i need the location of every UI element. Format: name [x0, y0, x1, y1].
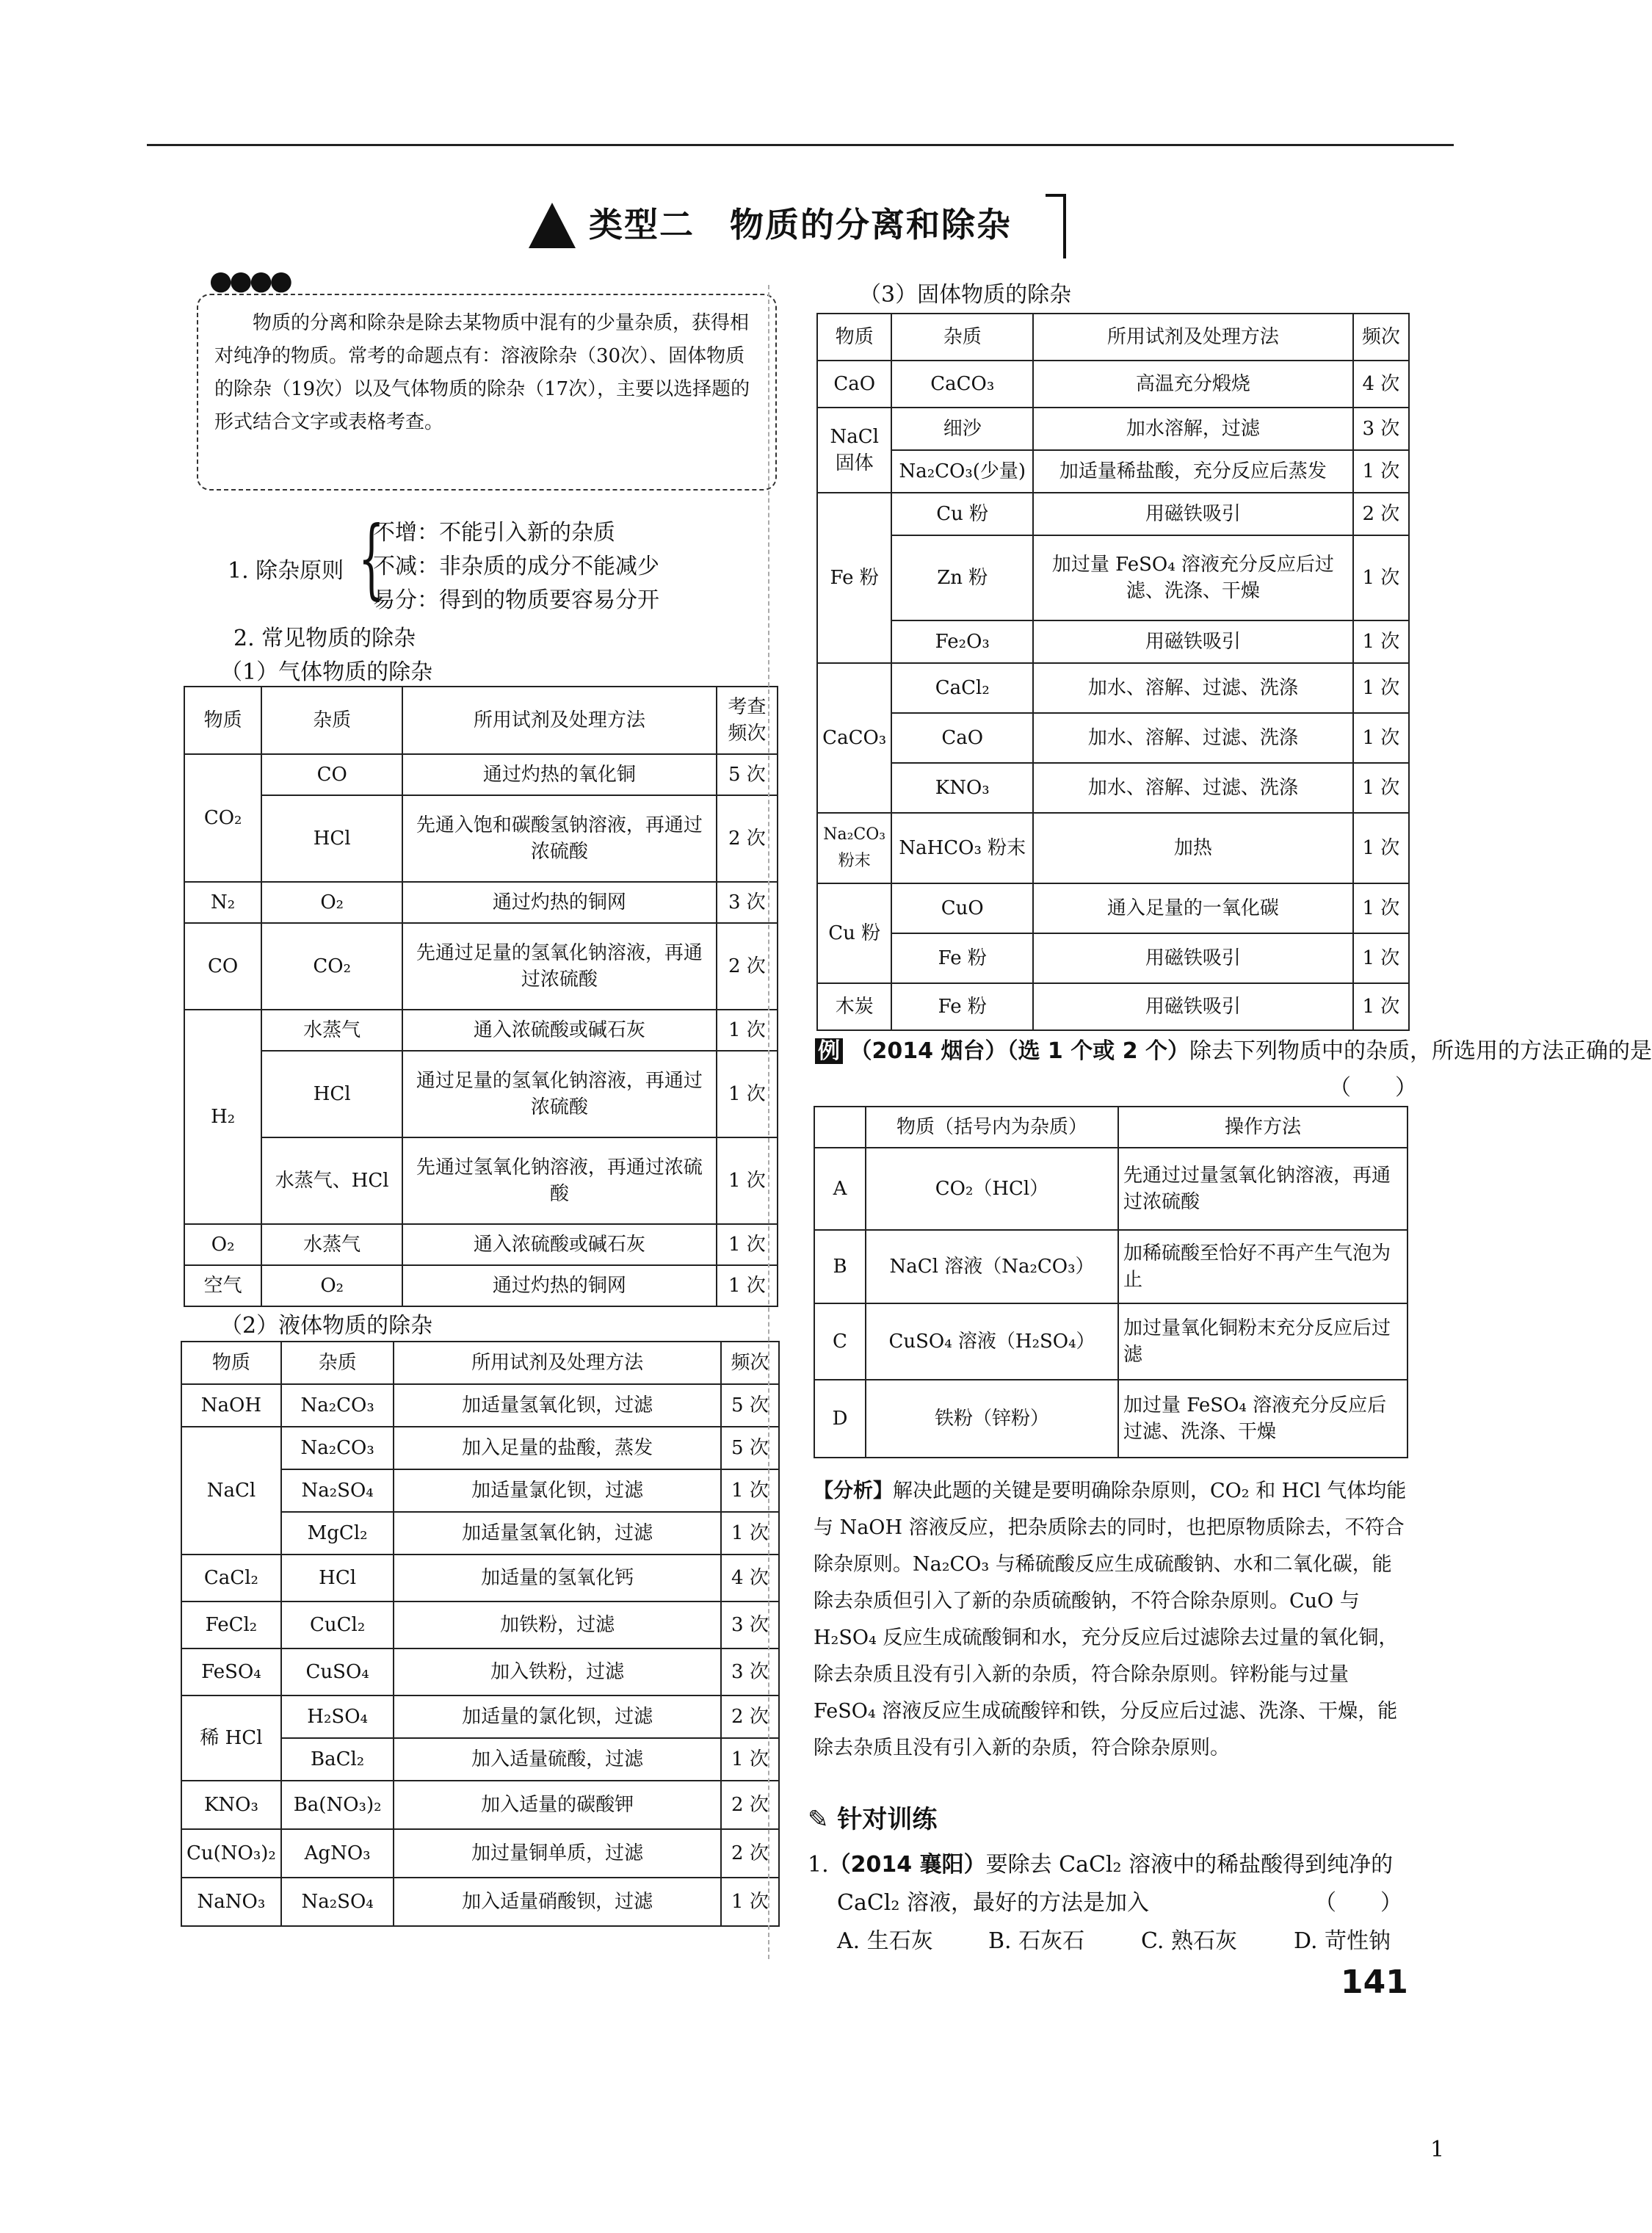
- dots-decoration: ●●●●: [209, 266, 290, 296]
- solid-cell: 木炭: [817, 983, 891, 1030]
- example-cell: B: [814, 1230, 866, 1303]
- section-title-text: 类型二 物质的分离和除杂: [589, 205, 1012, 245]
- solid-header: 所用试剂及处理方法: [1033, 314, 1353, 361]
- gas-cell: 5 次: [717, 754, 778, 795]
- liquid-cell: Ba(NO₃)₂: [281, 1781, 394, 1829]
- principle-item-2: 不减：非杂质的成分不能减少: [373, 554, 659, 579]
- liquid-cell: 加适量氢氧化钠，过滤: [394, 1512, 720, 1555]
- liquid-header: 物质: [181, 1342, 281, 1384]
- liquid-cell: AgNO₃: [281, 1829, 394, 1878]
- q1-stem-1: 要除去 CaCl₂ 溶液中的稀盐酸得到纯净的: [985, 1852, 1394, 1878]
- solid-cell: 1 次: [1353, 535, 1409, 620]
- solid-cell: 1 次: [1353, 883, 1409, 933]
- liquid-cell: 2 次: [721, 1695, 779, 1738]
- liquid-cell: FeSO₄: [181, 1648, 281, 1695]
- solid-cell: 加水、溶解、过滤、洗涤: [1033, 763, 1353, 813]
- gas-cell: O₂: [261, 882, 402, 923]
- liquid-cell: CaCl₂: [181, 1555, 281, 1602]
- section-title: [529, 192, 1079, 263]
- gas-cell: 通过灼热的氧化铜: [402, 754, 717, 795]
- liquid-cell: 1 次: [721, 1512, 779, 1555]
- example-line-1: [815, 1032, 1652, 1065]
- solid-cell: 1 次: [1353, 620, 1409, 663]
- gas-cell: 先通过足量的氢氧化钠溶液，再通过浓硫酸: [402, 923, 717, 1010]
- gas-cell: CO₂: [261, 923, 402, 1010]
- gas-cell: HCl: [261, 795, 402, 882]
- liquid-cell: NaOH: [181, 1384, 281, 1427]
- solid-cell: Na₂CO₃(少量): [891, 450, 1033, 493]
- solid-cell: 1 次: [1353, 713, 1409, 763]
- gas-cell: O₂: [261, 1265, 402, 1306]
- gas-cell: CO: [261, 754, 402, 795]
- liquid-cell: 加铁粉，过滤: [394, 1602, 720, 1648]
- liquid-cell: 加适量的氢氧化钙: [394, 1555, 720, 1602]
- solid-cell: Na₂CO₃粉末: [817, 813, 891, 883]
- solid-cell: KNO₃: [891, 763, 1033, 813]
- solid-cell: Cu 粉: [891, 493, 1033, 535]
- principle-label: 1. 除杂原则: [228, 558, 344, 584]
- pen-icon: ✎: [808, 1805, 829, 1834]
- q1-paren: （ ）: [1314, 1890, 1402, 1916]
- liquid-cell: 5 次: [721, 1384, 779, 1427]
- liquid-cell: 5 次: [721, 1427, 779, 1469]
- brace-icon: {: [358, 509, 385, 609]
- solid-cell: 用磁铁吸引: [1033, 933, 1353, 983]
- solid-cell: CaO: [817, 361, 891, 408]
- liquid-cell: Na₂SO₄: [281, 1469, 394, 1512]
- liquid-cell: NaCl: [181, 1427, 281, 1555]
- liquid-table: [181, 1341, 780, 1927]
- gas-cell: 1 次: [717, 1137, 778, 1224]
- solid-cell: CaCO₃: [891, 361, 1033, 408]
- gas-header: 所用试剂及处理方法: [402, 687, 717, 754]
- solid-cell: NaCl固体: [817, 408, 891, 493]
- solid-header: 杂质: [891, 314, 1033, 361]
- gas-cell: 2 次: [717, 923, 778, 1010]
- q1-option-a: A. 生石灰: [837, 1928, 933, 1954]
- solid-heading: （3）固体物质的除杂: [859, 282, 1072, 308]
- example-cell: 铁粉（锌粉）: [866, 1380, 1118, 1458]
- q1-option-d: D. 苛性钠: [1294, 1928, 1391, 1954]
- liquid-cell: Na₂SO₄: [281, 1878, 394, 1926]
- book-page-number: 141: [1341, 1964, 1408, 2001]
- example-tag: 例: [815, 1038, 843, 1064]
- liquid-cell: 2 次: [721, 1829, 779, 1878]
- solid-cell: 加过量 FeSO₄ 溶液充分反应后过滤、洗涤、干燥: [1033, 535, 1353, 620]
- section-2-heading: 2. 常见物质的除杂: [233, 626, 416, 651]
- analysis-paragraph: [814, 1473, 1408, 1767]
- liquid-heading: （2）液体物质的除杂: [220, 1313, 433, 1339]
- solid-cell: 加水溶解，过滤: [1033, 408, 1353, 450]
- gas-cell: 1 次: [717, 1265, 778, 1306]
- gas-cell: 1 次: [717, 1051, 778, 1137]
- solid-cell: 加热: [1033, 813, 1353, 883]
- gas-cell: CO₂: [184, 754, 261, 882]
- gas-cell: 空气: [184, 1265, 261, 1306]
- gas-header: 物质: [184, 687, 261, 754]
- liquid-cell: MgCl₂: [281, 1512, 394, 1555]
- gas-cell: 通过灼热的铜网: [402, 1265, 717, 1306]
- example-cell: D: [814, 1380, 866, 1458]
- solid-cell: CuO: [891, 883, 1033, 933]
- example-header: [814, 1107, 866, 1148]
- gas-cell: 水蒸气、HCl: [261, 1137, 402, 1224]
- example-cell: C: [814, 1303, 866, 1380]
- example-cell: CO₂（HCl）: [866, 1148, 1118, 1230]
- liquid-cell: 加入足量的盐酸，蒸发: [394, 1427, 720, 1469]
- principle-item-3: 易分：得到的物质要容易分开: [373, 587, 659, 613]
- example-source: （2014 烟台）（选 1 个或 2 个）: [849, 1038, 1190, 1064]
- example-cell: CuSO₄ 溶液（H₂SO₄）: [866, 1303, 1118, 1380]
- example-table: [814, 1106, 1408, 1458]
- gas-cell: CO: [184, 923, 261, 1010]
- q1-stem-2: CaCl₂ 溶液，最好的方法是加入: [837, 1890, 1149, 1916]
- q1-option-c: C. 熟石灰: [1141, 1928, 1237, 1954]
- liquid-cell: 加入适量的碳酸钾: [394, 1781, 720, 1829]
- liquid-cell: CuSO₄: [281, 1648, 394, 1695]
- gas-cell: 通过足量的氢氧化钠溶液，再通过浓硫酸: [402, 1051, 717, 1137]
- principle-item-1: 不增：不能引入新的杂质: [373, 520, 615, 546]
- solid-cell: 加水、溶解、过滤、洗涤: [1033, 663, 1353, 713]
- q1-source: （2014 襄阳）: [828, 1852, 986, 1878]
- liquid-cell: 稀 HCl: [181, 1695, 281, 1781]
- intro-box: 物质的分离和除杂是除去某物质中混有的少量杂质，获得相对纯净的物质。常考的命题点有：溶液除杂（30次）、固体物质的除杂（19次）以及气体物质的除杂（17次），主要以选择题的形式结合文字或表格考查。: [197, 294, 777, 491]
- solid-cell: Zn 粉: [891, 535, 1033, 620]
- liquid-cell: 加入铁粉，过滤: [394, 1648, 720, 1695]
- example-cell: 先通过过量氢氧化钠溶液，再通过浓硫酸: [1118, 1148, 1408, 1230]
- solid-cell: Fe 粉: [891, 933, 1033, 983]
- gas-header: 考查频次: [717, 687, 778, 754]
- triangle-icon: [529, 203, 576, 248]
- liquid-cell: 3 次: [721, 1648, 779, 1695]
- gas-header: 杂质: [261, 687, 402, 754]
- liquid-cell: Cu(NO₃)₂: [181, 1829, 281, 1878]
- gas-cell: N₂: [184, 882, 261, 923]
- solid-cell: 加水、溶解、过滤、洗涤: [1033, 713, 1353, 763]
- solid-cell: 用磁铁吸引: [1033, 983, 1353, 1030]
- solid-cell: CaCl₂: [891, 663, 1033, 713]
- solid-cell: 1 次: [1353, 813, 1409, 883]
- liquid-cell: CuCl₂: [281, 1602, 394, 1648]
- solid-cell: 1 次: [1353, 983, 1409, 1030]
- solid-cell: 用磁铁吸引: [1033, 493, 1353, 535]
- gas-cell: 1 次: [717, 1224, 778, 1265]
- gas-cell: HCl: [261, 1051, 402, 1137]
- liquid-cell: 1 次: [721, 1738, 779, 1781]
- solid-table: [816, 313, 1410, 1031]
- solid-cell: 1 次: [1353, 763, 1409, 813]
- solid-cell: 1 次: [1353, 450, 1409, 493]
- liquid-cell: 3 次: [721, 1602, 779, 1648]
- liquid-cell: 2 次: [721, 1781, 779, 1829]
- liquid-cell: 1 次: [721, 1469, 779, 1512]
- solid-cell: 通入足量的一氧化碳: [1033, 883, 1353, 933]
- solid-cell: NaHCO₃ 粉末: [891, 813, 1033, 883]
- liquid-cell: 加过量铜单质，过滤: [394, 1829, 720, 1878]
- solid-cell: 4 次: [1353, 361, 1409, 408]
- solid-header: 频次: [1353, 314, 1409, 361]
- solid-cell: CaO: [891, 713, 1033, 763]
- solid-cell: Fe 粉: [891, 983, 1033, 1030]
- gas-cell: O₂: [184, 1224, 261, 1265]
- liquid-cell: 加入适量硝酸钡，过滤: [394, 1878, 720, 1926]
- training-heading: [808, 1799, 937, 1835]
- solid-cell: Cu 粉: [817, 883, 891, 983]
- solid-cell: 高温充分煅烧: [1033, 361, 1353, 408]
- example-stem: 除去下列物质中的杂质，所选用的方法正确的是: [1189, 1038, 1652, 1064]
- solid-cell: CaCO₃: [817, 663, 891, 813]
- q1-num: 1.: [808, 1852, 829, 1878]
- liquid-cell: HCl: [281, 1555, 394, 1602]
- solid-cell: 加适量稀盐酸，充分反应后蒸发: [1033, 450, 1353, 493]
- liquid-cell: NaNO₃: [181, 1878, 281, 1926]
- solid-cell: 1 次: [1353, 663, 1409, 713]
- solid-cell: 2 次: [1353, 493, 1409, 535]
- example-paren: （ ）: [1329, 1075, 1417, 1101]
- gas-cell: 先通入饱和碳酸氢钠溶液，再通过浓硫酸: [402, 795, 717, 882]
- gas-cell: 水蒸气: [261, 1224, 402, 1265]
- liquid-cell: 加入适量硫酸，过滤: [394, 1738, 720, 1781]
- example-header: 操作方法: [1118, 1107, 1408, 1148]
- solid-cell: 3 次: [1353, 408, 1409, 450]
- liquid-cell: H₂SO₄: [281, 1695, 394, 1738]
- gas-cell: 通入浓硫酸或碱石灰: [402, 1010, 717, 1051]
- example-cell: A: [814, 1148, 866, 1230]
- gas-cell: 先通过氢氧化钠溶液，再通过浓硫酸: [402, 1137, 717, 1224]
- liquid-header: 所用试剂及处理方法: [394, 1342, 720, 1384]
- gas-cell: 通过灼热的铜网: [402, 882, 717, 923]
- example-cell: 加稀硫酸至恰好不再产生气泡为止: [1118, 1230, 1408, 1303]
- solid-cell: Fe₂O₃: [891, 620, 1033, 663]
- page-number: 1: [1430, 2137, 1445, 2163]
- liquid-cell: FeCl₂: [181, 1602, 281, 1648]
- gas-heading: （1）气体物质的除杂: [220, 659, 433, 685]
- liquid-cell: Na₂CO₃: [281, 1427, 394, 1469]
- gas-cell: 2 次: [717, 795, 778, 882]
- liquid-cell: BaCl₂: [281, 1738, 394, 1781]
- q1-option-b: B. 石灰石: [988, 1928, 1085, 1954]
- example-header: 物质（括号内为杂质）: [866, 1107, 1118, 1148]
- analysis-tag: 【分析】: [814, 1480, 893, 1502]
- header-rule: [147, 144, 1454, 146]
- training-title: 针对训练: [837, 1805, 938, 1834]
- gas-cell: 3 次: [717, 882, 778, 923]
- solid-cell: 1 次: [1353, 933, 1409, 983]
- gas-cell: 通入浓硫酸或碱石灰: [402, 1224, 717, 1265]
- example-cell: NaCl 溶液（Na₂CO₃）: [866, 1230, 1118, 1303]
- liquid-cell: 1 次: [721, 1878, 779, 1926]
- liquid-header: 频次: [721, 1342, 779, 1384]
- q1-line-1: [808, 1846, 1393, 1878]
- solid-cell: Fe 粉: [817, 493, 891, 663]
- column-divider: [768, 285, 769, 1959]
- liquid-cell: 加适量氯化钡，过滤: [394, 1469, 720, 1512]
- analysis-text: 解决此题的关键是要明确除杂原则，CO₂ 和 HCl 气体均能与 NaOH 溶液反应，把杂质除去的同时，也把原物质除去，不符合除杂原则。Na₂CO₃ 与稀硫酸反应生成硫酸钠、水和二氧化碳，能除去杂质但引入了新的杂质硫酸钠，不符合除杂原则。CuO 与 H₂SO₄ 反应生成硫酸铜和水，充分反应后过滤除去过量的氧化铜，除去杂质且没有引入新的杂质，符合除杂原则。锌粉能与过量 FeSO₄ 溶液反应生成硫酸锌和铁，分反应后过滤、洗涤、干燥，能除去杂质且没有引入新的杂质，符合除杂原则。: [814, 1480, 1407, 1759]
- solid-header: 物质: [817, 314, 891, 361]
- liquid-cell: 4 次: [721, 1555, 779, 1602]
- liquid-cell: 加适量的氯化钡，过滤: [394, 1695, 720, 1738]
- gas-table: [184, 686, 778, 1307]
- gas-cell: H₂: [184, 1010, 261, 1224]
- gas-cell: 1 次: [717, 1010, 778, 1051]
- solid-cell: 细沙: [891, 408, 1033, 450]
- solid-cell: 用磁铁吸引: [1033, 620, 1353, 663]
- title-bracket: [1046, 194, 1066, 258]
- example-cell: 加过量氧化铜粉末充分反应后过滤: [1118, 1303, 1408, 1380]
- gas-cell: 水蒸气: [261, 1010, 402, 1051]
- liquid-header: 杂质: [281, 1342, 394, 1384]
- liquid-cell: 加适量氢氧化钡，过滤: [394, 1384, 720, 1427]
- liquid-cell: Na₂CO₃: [281, 1384, 394, 1427]
- liquid-cell: KNO₃: [181, 1781, 281, 1829]
- example-cell: 加过量 FeSO₄ 溶液充分反应后过滤、洗涤、干燥: [1118, 1380, 1408, 1458]
